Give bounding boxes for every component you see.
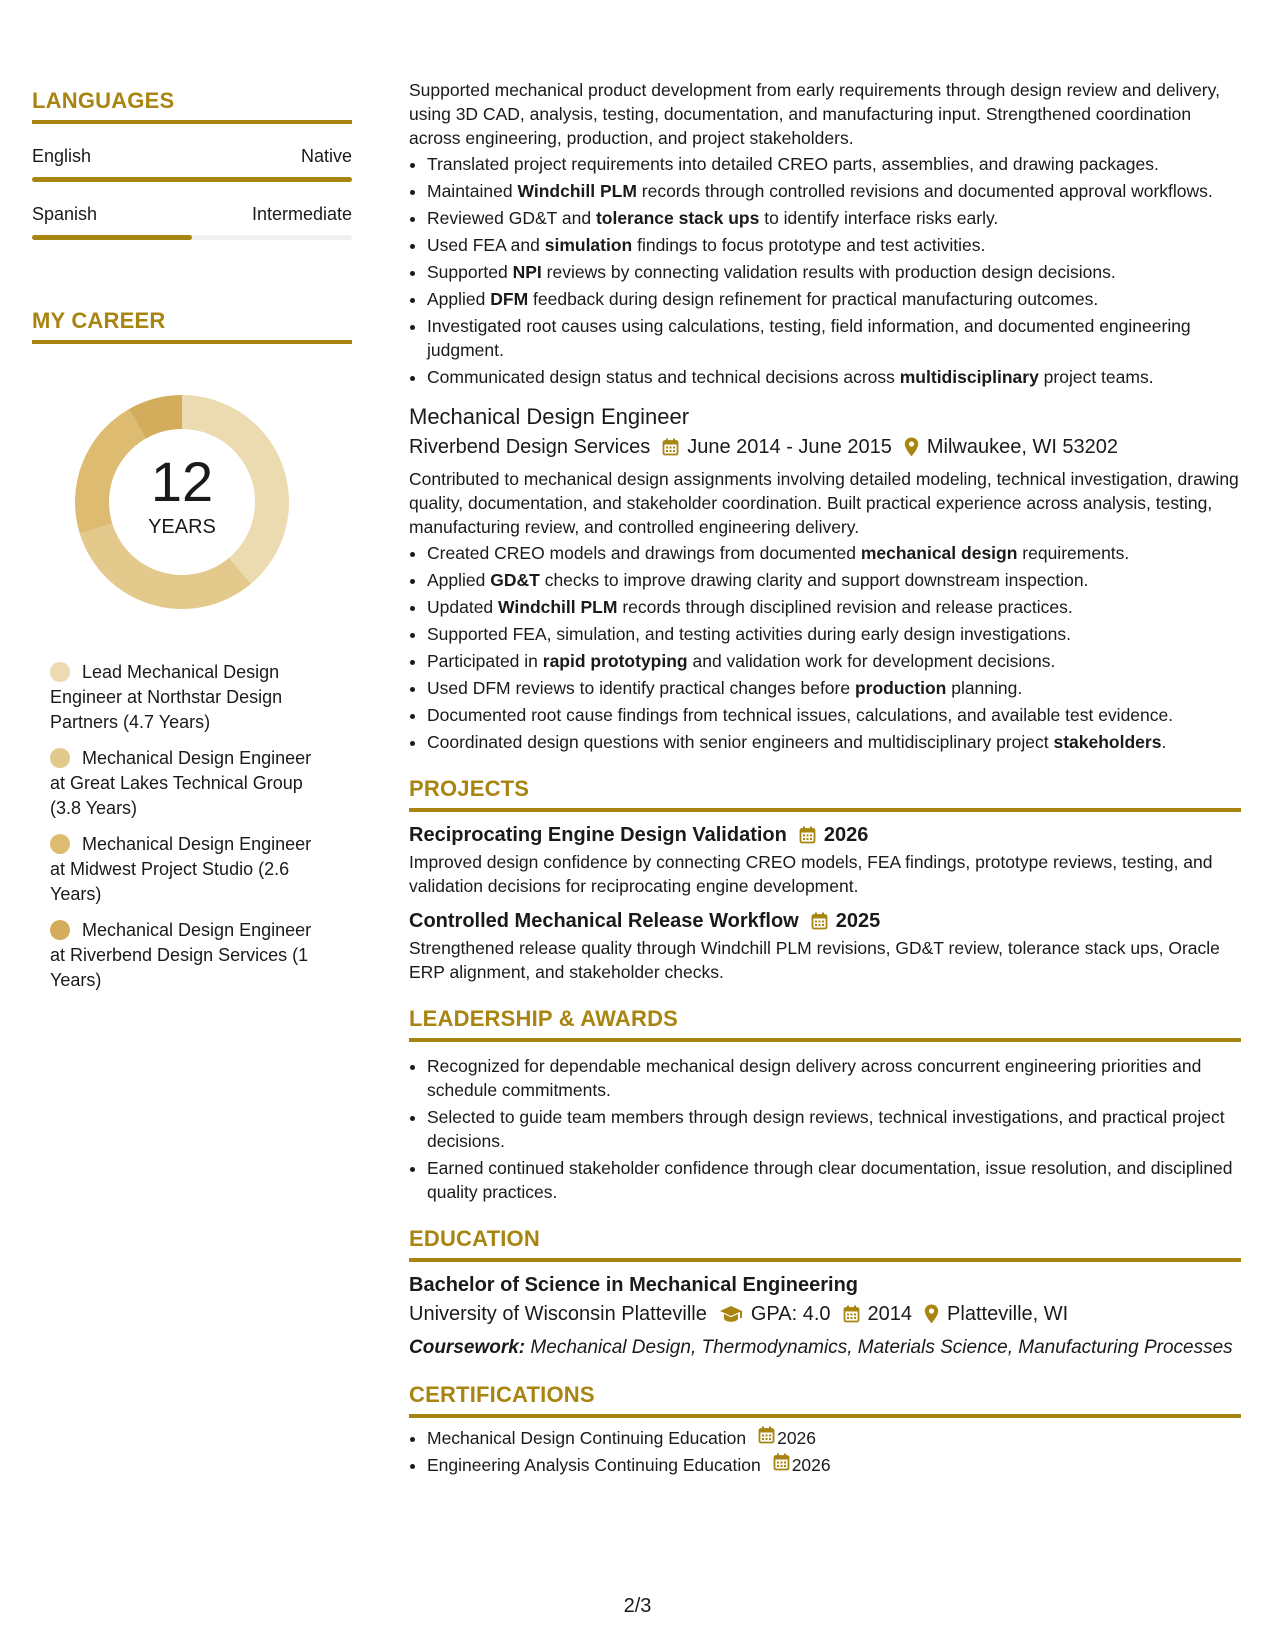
- education-section: [409, 1226, 1241, 1360]
- legend-item: [50, 832, 320, 907]
- legend-dot: [50, 834, 70, 854]
- bullet-item: [427, 649, 1241, 673]
- bullet-text: and validation work for development decisions.: [687, 651, 1056, 671]
- coursework-label: Coursework:: [409, 1337, 526, 1358]
- certification-item: [427, 1453, 1241, 1477]
- leadership-item: • Recognized for dependable mechanical design delivery across concurrent engineering priorities and schedule commitments.: [427, 1054, 1241, 1102]
- legend-item: [50, 660, 320, 735]
- experience-summary: Supported mechanical product development from early requirements through design review and delivery, using 3D CAD, analysis, testing, documentation, and manufacturing input. Strengthened coordination across engineering, production, and project stakeholders.: [409, 80, 1220, 148]
- leadership-item: • Earned continued stakeholder confidence through clear documentation, issue resolution, and disciplined quality practices.: [427, 1156, 1241, 1204]
- certification-item: [427, 1426, 1241, 1450]
- bullet-text: Translated project requirements into detailed CREO parts, assemblies, and drawing packages.: [427, 154, 1159, 174]
- sidebar: [32, 88, 352, 1004]
- coursework-list: Mechanical Design, Thermodynamics, Materials Science, Manufacturing Processes: [525, 1337, 1233, 1358]
- bullet-item: [427, 233, 1241, 257]
- bullet-keyword: Windchill PLM: [498, 597, 618, 617]
- bullet-text: Maintained: [427, 181, 518, 201]
- bullet-item: [427, 730, 1241, 754]
- bullet-keyword: multidisciplinary: [899, 367, 1039, 387]
- bullet-text: Applied: [427, 570, 491, 590]
- project-year: 2025: [835, 910, 881, 932]
- bullet-item: [427, 179, 1241, 203]
- language-name: Spanish: [32, 204, 98, 224]
- bullet-item: [427, 287, 1241, 311]
- career-donut-chart: [62, 382, 302, 622]
- gpa: GPA: 4.0: [750, 1303, 831, 1325]
- education-heading: EDUCATION: [409, 1226, 1241, 1262]
- project-name: Controlled Mechanical Release Workflow: [409, 910, 799, 932]
- leadership-section: [409, 1006, 1241, 1204]
- bullet-item: [427, 365, 1241, 389]
- leadership-list: [409, 1054, 1241, 1204]
- project-title: [409, 822, 1241, 848]
- bullet-keyword: Windchill PLM: [517, 181, 637, 201]
- calendar-icon: [758, 1426, 775, 1444]
- projects-list: [409, 822, 1241, 984]
- languages-heading: LANGUAGES: [32, 88, 352, 124]
- degree-title: Bachelor of Science in Mechanical Engineering: [409, 1274, 859, 1296]
- language-row: [32, 204, 352, 225]
- map-pin-icon: [924, 1304, 939, 1324]
- bullet-item: [427, 676, 1241, 700]
- bullet-item: [427, 703, 1241, 727]
- bullet-keyword: production: [854, 678, 947, 698]
- project-description: Improved design confidence by connecting CREO models, FEA findings, prototype reviews, testing, and validation decisions for reciprocating engine development.: [409, 852, 1213, 896]
- school-name: University of Wisconsin Platteville: [409, 1303, 707, 1325]
- job-dates: June 2014 - June 2015: [687, 436, 892, 458]
- career-legend: [50, 660, 320, 993]
- legend-label: Mechanical Design Engineer at Riverbend Design Services (1 Years): [50, 920, 312, 990]
- bullet-text: Created CREO models and drawings from documented: [427, 543, 861, 563]
- calendar-icon: [811, 912, 828, 930]
- legend-dot: [50, 662, 70, 682]
- bullet-text: Supported: [427, 262, 513, 282]
- projects-heading: PROJECTS: [409, 776, 1241, 812]
- career-years-number: 12: [150, 450, 214, 513]
- project-description: Strengthened release quality through Windchill PLM revisions, GD&T review, tolerance stack ups, Oracle ERP alignment, and stakeholder checks.: [409, 938, 1220, 982]
- calendar-icon: [799, 826, 816, 844]
- legend-dot: [50, 920, 70, 940]
- bullet-text: Participated in: [427, 651, 543, 671]
- leadership-heading: LEADERSHIP & AWARDS: [409, 1006, 1241, 1042]
- map-pin-icon: [904, 437, 919, 457]
- bullet-text: feedback during design refinement for practical manufacturing outcomes.: [528, 289, 1099, 309]
- bullet-keyword: DFM: [490, 289, 529, 309]
- bullet-text: reviews by connecting validation results with production design decisions.: [541, 262, 1116, 282]
- bullet-text: .: [1161, 732, 1167, 752]
- bullet-text: planning.: [946, 678, 1023, 698]
- bullet-keyword: NPI: [512, 262, 542, 282]
- language-level: Native: [300, 146, 352, 166]
- legend-label: Mechanical Design Engineer at Great Lakes Technical Group (3.8 Years): [50, 748, 312, 818]
- project-year: 2026: [823, 824, 869, 846]
- page-number: 2/3: [623, 1595, 652, 1617]
- bullet-text: Supported FEA, simulation, and testing activities during early design investigations.: [427, 624, 1071, 644]
- bullet-item: [427, 260, 1241, 284]
- bullet-item: [427, 206, 1241, 230]
- language-bar-fill: [32, 235, 192, 240]
- job-summary: Contributed to mechanical design assignments involving detailed modeling, technical investigation, drawing quality, documentation, and stakeholder coordination. Built practical experience across analysis, testing, manufacturing review, and controlled engineering delivery.: [409, 469, 1239, 537]
- graduation-cap-icon: [719, 1305, 743, 1323]
- bullet-text: to identify interface risks early.: [759, 208, 999, 228]
- projects-section: [409, 776, 1241, 984]
- leadership-item: • Selected to guide team members through design reviews, technical investigations, and practical project decisions.: [427, 1105, 1241, 1153]
- bullet-item: [427, 595, 1241, 619]
- legend-label: Mechanical Design Engineer at Midwest Project Studio (2.6 Years): [50, 834, 312, 904]
- calendar-icon: [843, 1305, 860, 1323]
- language-bar-track: [32, 235, 352, 240]
- legend-item: [50, 746, 320, 821]
- bullet-text: requirements.: [1017, 543, 1130, 563]
- calendar-icon: [773, 1453, 790, 1471]
- certifications-heading: CERTIFICATIONS: [409, 1382, 1241, 1418]
- project-title: [409, 908, 1241, 934]
- job-meta: [409, 433, 1241, 461]
- bullet-keyword: stakeholders: [1053, 732, 1162, 752]
- graduation-year: 2014: [867, 1303, 913, 1325]
- bullet-item: [427, 314, 1241, 362]
- education-meta: [409, 1300, 1241, 1328]
- bullet-text: Used DFM reviews to identify practical changes before: [427, 678, 855, 698]
- bullet-text: Reviewed GD&T and: [427, 208, 596, 228]
- career-years-unit: YEARS: [148, 516, 216, 538]
- legend-item: [50, 918, 320, 993]
- job-company: Riverbend Design Services: [409, 436, 651, 458]
- bullet-text: checks to improve drawing clarity and support downstream inspection.: [539, 570, 1089, 590]
- certification-name: Engineering Analysis Continuing Education: [427, 1455, 761, 1475]
- language-level: Intermediate: [251, 204, 352, 224]
- certification-name: Mechanical Design Continuing Education: [427, 1428, 747, 1448]
- bullet-keyword: GD&T: [490, 570, 540, 590]
- language-row: [32, 146, 352, 167]
- bullet-keyword: tolerance stack ups: [595, 208, 760, 228]
- bullet-text: Communicated design status and technical decisions across: [427, 367, 900, 387]
- bullet-keyword: rapid prototyping: [542, 651, 688, 671]
- language-name: English: [32, 146, 92, 166]
- school-location: Platteville, WI: [947, 1303, 1069, 1325]
- job-bullets: [409, 541, 1241, 754]
- bullet-item: [427, 622, 1241, 646]
- bullet-text: records through disciplined revision and release practices.: [617, 597, 1073, 617]
- coursework: [409, 1336, 1241, 1360]
- bullet-text: Used FEA and: [427, 235, 545, 255]
- bullet-text: records through controlled revisions and documented approval workflows.: [636, 181, 1213, 201]
- certifications-section: [409, 1382, 1241, 1477]
- bullet-keyword: simulation: [544, 235, 633, 255]
- bullet-text: project teams.: [1038, 367, 1154, 387]
- language-bar-track: [32, 177, 352, 182]
- languages-list: [32, 146, 352, 240]
- bullet-text: Documented root cause findings from technical issues, calculations, and available test evidence.: [427, 705, 1174, 725]
- job-location: Milwaukee, WI 53202: [926, 436, 1119, 458]
- bullet-text: Updated: [427, 597, 499, 617]
- experience-bullets: [409, 152, 1241, 389]
- job-title: Mechanical Design Engineer: [409, 404, 690, 429]
- legend-dot: [50, 748, 70, 768]
- main-content: [409, 78, 1241, 1480]
- calendar-icon: [662, 438, 679, 456]
- bullet-keyword: mechanical design: [860, 543, 1018, 563]
- career-heading: MY CAREER: [32, 308, 352, 344]
- certification-year: 2026: [777, 1428, 817, 1448]
- bullet-text: Coordinated design questions with senior engineers and multidisciplinary project: [427, 732, 1054, 752]
- bullet-item: [427, 541, 1241, 565]
- bullet-item: [427, 152, 1241, 176]
- certification-year: 2026: [791, 1455, 831, 1475]
- language-bar-fill: [32, 177, 352, 182]
- bullet-item: [427, 568, 1241, 592]
- bullet-text: Investigated root causes using calculations, testing, field information, and documented engineering judgment.: [427, 316, 1191, 360]
- legend-label: Lead Mechanical Design Engineer at Northstar Design Partners (4.7 Years): [50, 662, 283, 732]
- bullet-text: Applied: [427, 289, 491, 309]
- bullet-text: findings to focus prototype and test activities.: [632, 235, 986, 255]
- project-name: Reciprocating Engine Design Validation: [409, 824, 787, 846]
- certifications-list: [409, 1426, 1241, 1477]
